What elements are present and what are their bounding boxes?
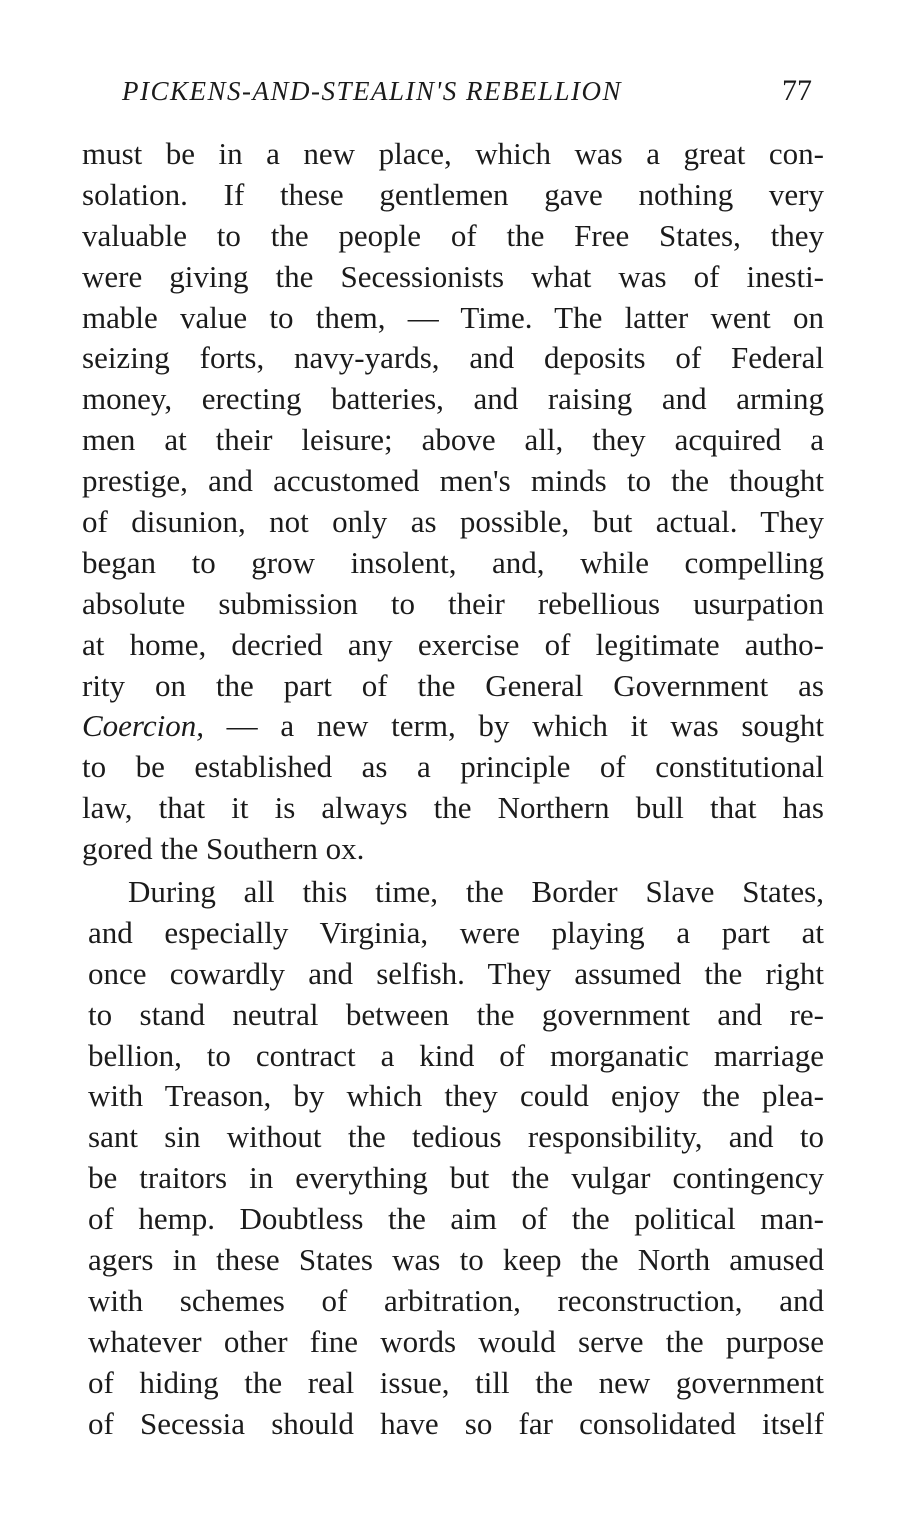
text-line: to stand neutral between the government and re- [88, 996, 824, 1032]
text-line: with schemes of arbitration, reconstruction, and [88, 1282, 824, 1318]
text-line: solation. If these gentlemen gave nothing very [82, 176, 824, 212]
text-line: absolute submission to their rebellious usurpation [82, 585, 824, 621]
text-line: men at their leisure; above all, they acquired a [82, 422, 824, 458]
text-line: law, that it is always the Northern bull that has [82, 790, 824, 826]
text-line-italic-lead: Coercion, — a new term, by which it was sought [82, 708, 824, 744]
body-text [82, 134, 824, 1445]
text-line: rity on the part of the General Government as [82, 667, 824, 703]
text-line: be traitors in everything but the vulgar contingency [88, 1160, 824, 1196]
text-line: of hiding the real issue, till the new government [88, 1364, 824, 1400]
text-line: to be established as a principle of constitutional [82, 749, 824, 785]
text-line: sant sin without the tedious responsibility, and to [88, 1119, 824, 1155]
text-line: prestige, and accustomed men's minds to the thought [82, 463, 824, 499]
page-number: 77 [782, 74, 812, 107]
text-line: once cowardly and selfish. They assumed the right [88, 955, 824, 991]
text-line: were giving the Secessionists what was of inesti- [82, 258, 824, 294]
text-line: bellion, to contract a kind of morganatic marriage [88, 1037, 824, 1073]
paragraph-2 [82, 872, 824, 1444]
text-line: During all this time, the Border Slave States, [128, 874, 824, 910]
text-line: seizing forts, navy-yards, and deposits of Federal [82, 340, 824, 376]
text-line: with Treason, by which they could enjoy the plea- [88, 1078, 824, 1114]
running-head [110, 76, 820, 116]
text-line: of hemp. Doubtless the aim of the political man- [88, 1201, 824, 1237]
text-line: mable value to them, — Time. The latter went on [82, 299, 824, 335]
text-line: of disunion, not only as possible, but actual. They [82, 504, 824, 540]
text-line: whatever other fine words would serve the purpose [88, 1323, 824, 1359]
italic-term: Coercion, [82, 708, 204, 744]
text-line: valuable to the people of the Free States, they [82, 217, 824, 253]
text-line: gored the Southern ox. [82, 831, 365, 867]
text-line: began to grow insolent, and, while compelling [82, 544, 824, 580]
running-title: PICKENS-AND-STEALIN'S REBELLION [122, 76, 623, 106]
text-line: must be in a new place, which was a great con- [82, 136, 824, 171]
text-line: at home, decried any exercise of legitimate autho- [82, 626, 824, 662]
text-line: agers in these States was to keep the North amused [88, 1242, 824, 1278]
text-line: of Secessia should have so far consolidated itself [88, 1405, 824, 1441]
paragraph-1 [82, 134, 824, 870]
text-line: and especially Virginia, were playing a part at [88, 914, 824, 950]
text-line: money, erecting batteries, and raising and arming [82, 381, 824, 417]
